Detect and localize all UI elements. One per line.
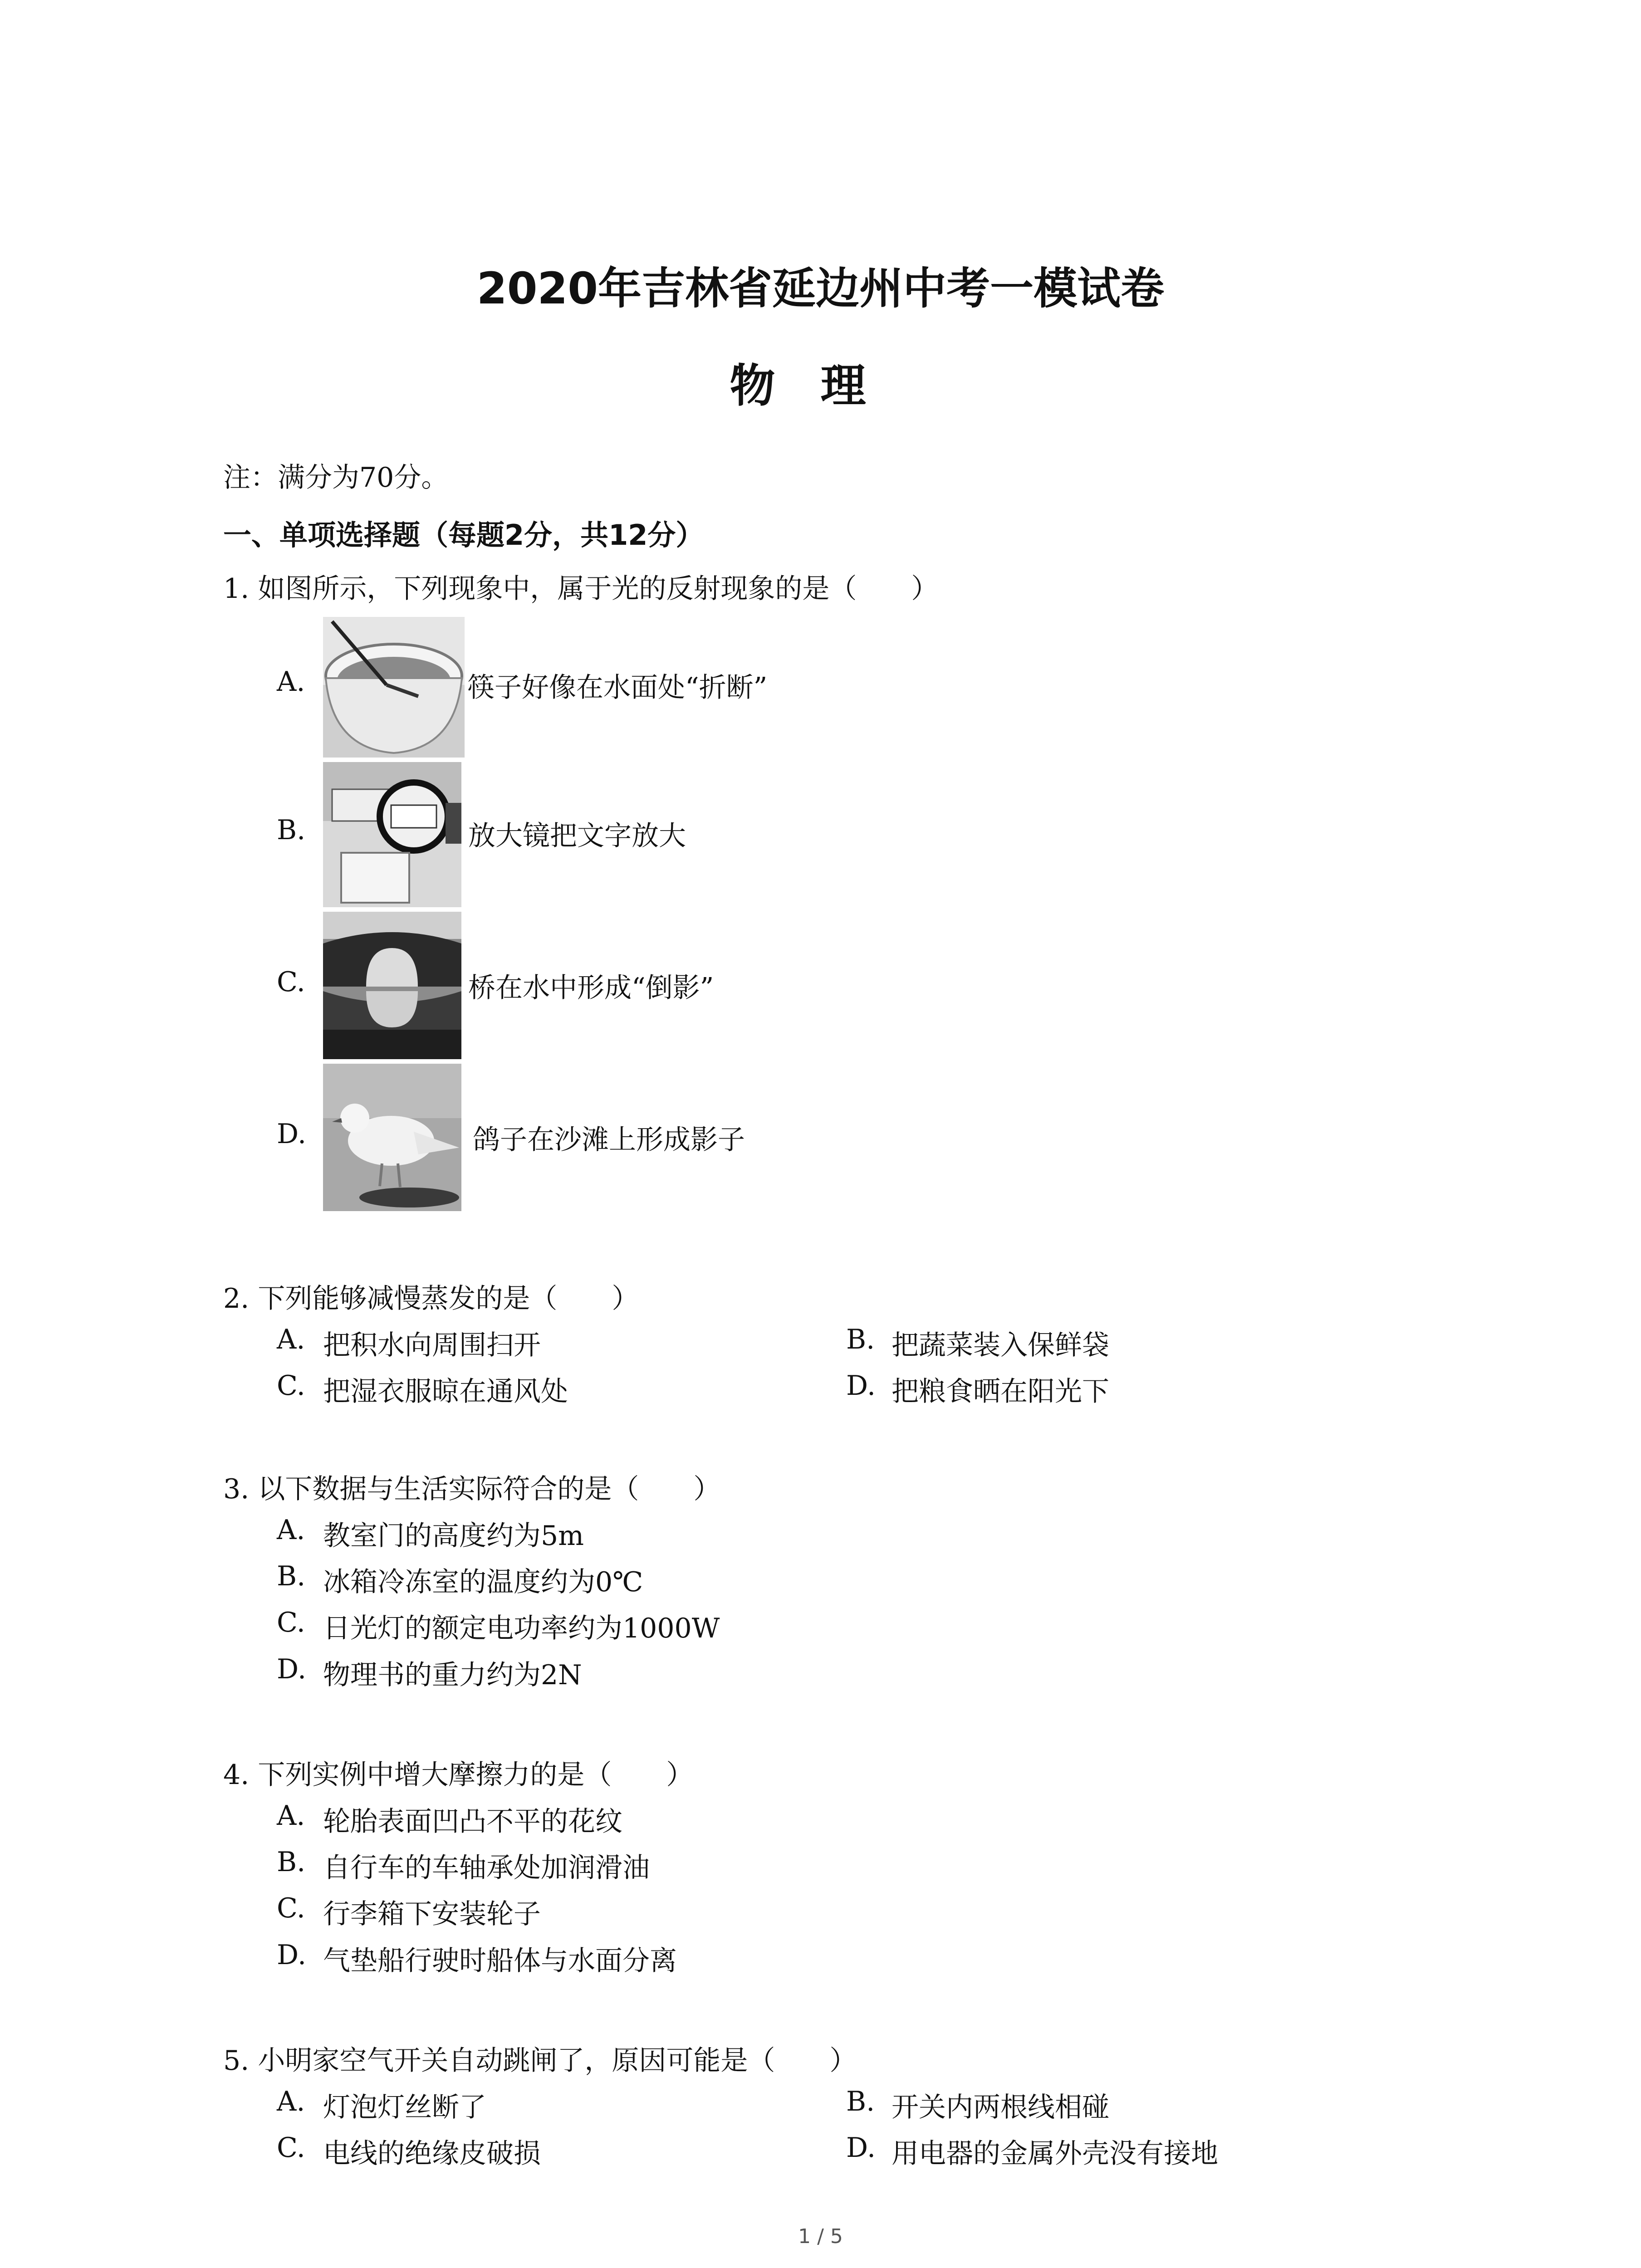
option-text: 开关内两根线相碰 xyxy=(892,2092,1109,2123)
option-letter: C. xyxy=(277,1370,305,1402)
option-text: 用电器的金属外壳没有接地 xyxy=(892,2138,1218,2170)
option-text: 灯泡灯丝断了 xyxy=(323,2092,486,2123)
option-letter: B. xyxy=(277,1846,306,1878)
magnifier-sign-image xyxy=(323,762,461,907)
option-text: 轮胎表面凹凸不平的花纹 xyxy=(323,1806,622,1838)
option-text: 桥在水中形成“倒影” xyxy=(468,972,714,1004)
option-text: 冰箱冷冻室的温度约为0℃ xyxy=(323,1566,643,1598)
option-text: 物理书的重力约为2N xyxy=(323,1659,582,1691)
option-letter: A. xyxy=(277,1800,305,1832)
option-letter: D. xyxy=(277,1939,307,1971)
option-letter: A. xyxy=(277,1514,305,1546)
question-stem: 5. 小明家空气开关自动跳闸了，原因可能是（ ） xyxy=(223,2045,857,2077)
option-text: 把粮食晒在阳光下 xyxy=(892,1376,1109,1408)
question-stem: 4. 下列实例中增大摩擦力的是（ ） xyxy=(223,1759,694,1791)
option-letter: C. xyxy=(277,1892,305,1924)
option-letter: D. xyxy=(277,1118,307,1150)
option-text: 日光灯的额定电功率约为1000W xyxy=(323,1613,720,1644)
pigeon-shadow-image xyxy=(323,1064,461,1211)
exam-title: 2020年吉林省延边州中考一模试卷 xyxy=(476,263,1165,314)
option-text: 把积水向周围扫开 xyxy=(323,1330,541,1361)
option-letter: D. xyxy=(277,1653,307,1685)
score-note: 注：满分为70分。 xyxy=(223,462,449,494)
section-heading: 一、单项选择题（每题2分，共12分） xyxy=(223,518,704,552)
option-text: 把湿衣服晾在通风处 xyxy=(323,1376,568,1408)
option-letter: C. xyxy=(277,1607,305,1638)
option-letter: D. xyxy=(846,1370,876,1402)
option-text: 电线的绝缘皮破损 xyxy=(323,2138,541,2170)
page-number: 1 / 5 xyxy=(798,2225,843,2248)
question-stem: 2. 下列能够减慢蒸发的是（ ） xyxy=(223,1283,639,1315)
option-letter: B. xyxy=(277,814,306,846)
option-letter: A. xyxy=(277,1324,305,1355)
option-text: 放大镜把文字放大 xyxy=(468,820,686,852)
option-letter: B. xyxy=(846,2086,875,2117)
option-letter: C. xyxy=(277,966,305,998)
question-stem: 1. 如图所示，下列现象中，属于光的反射现象的是（ ） xyxy=(223,573,939,605)
subject-title: 物理 xyxy=(730,359,911,412)
option-letter: B. xyxy=(846,1324,875,1355)
bridge-reflection-image xyxy=(323,912,461,1059)
option-text: 筷子好像在水面处“折断” xyxy=(467,672,768,704)
option-text: 把蔬菜装入保鲜袋 xyxy=(892,1330,1109,1361)
option-text: 自行车的车轴承处加润滑油 xyxy=(323,1852,650,1884)
option-letter: A. xyxy=(277,666,305,698)
option-letter: A. xyxy=(277,2086,305,2117)
chopstick-bowl-image xyxy=(323,617,465,758)
option-letter: D. xyxy=(846,2132,876,2164)
option-text: 鸽子在沙滩上形成影子 xyxy=(473,1124,745,1156)
option-letter: B. xyxy=(277,1560,306,1592)
option-text: 气垫船行驶时船体与水面分离 xyxy=(323,1945,677,1977)
option-text: 教室门的高度约为5m xyxy=(323,1520,584,1552)
question-stem: 3. 以下数据与生活实际符合的是（ ） xyxy=(223,1473,721,1505)
option-letter: C. xyxy=(277,2132,305,2164)
option-text: 行李箱下安装轮子 xyxy=(323,1898,541,1930)
